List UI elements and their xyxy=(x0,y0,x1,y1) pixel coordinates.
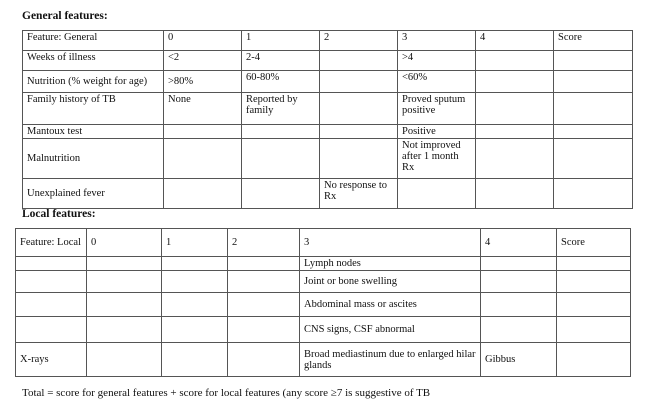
general-row xyxy=(23,125,633,139)
general-cell xyxy=(242,139,320,179)
local-cell xyxy=(162,317,228,343)
general-header-cell: Feature: General xyxy=(23,31,164,51)
general-cell xyxy=(476,51,554,71)
local-cell xyxy=(557,257,631,271)
general-row xyxy=(23,71,633,93)
general-features-table xyxy=(22,30,633,209)
general-cell: Mantoux test xyxy=(23,125,164,139)
local-row xyxy=(16,257,631,271)
local-cell xyxy=(557,317,631,343)
local-header-cell: Feature: Local xyxy=(16,229,87,257)
local-cell xyxy=(228,293,300,317)
local-features-table xyxy=(15,228,631,377)
general-header-cell: 2 xyxy=(320,31,398,51)
general-cell: Family history of TB xyxy=(23,93,164,125)
local-cell xyxy=(16,257,87,271)
general-row xyxy=(23,139,633,179)
general-cell xyxy=(554,51,633,71)
general-header-cell: 1 xyxy=(242,31,320,51)
local-cell xyxy=(87,257,162,271)
general-cell xyxy=(476,125,554,139)
local-cell xyxy=(557,343,631,377)
general-cell xyxy=(164,125,242,139)
local-header-cell: 2 xyxy=(228,229,300,257)
local-header-cell: 4 xyxy=(481,229,557,257)
general-cell: Reported by family xyxy=(242,93,320,125)
general-cell: No response to Rx xyxy=(320,179,398,209)
local-header-cell: 1 xyxy=(162,229,228,257)
local-cell: Gibbus xyxy=(481,343,557,377)
general-cell: Nutrition (% weight for age) xyxy=(23,71,164,93)
local-cell xyxy=(228,257,300,271)
general-cell xyxy=(164,139,242,179)
local-cell xyxy=(162,257,228,271)
general-row xyxy=(23,93,633,125)
local-cell xyxy=(87,317,162,343)
local-cell xyxy=(16,293,87,317)
local-cell xyxy=(481,257,557,271)
general-cell: Proved sputum positive xyxy=(398,93,476,125)
local-cell: Joint or bone swelling xyxy=(300,271,481,293)
general-cell: Unexplained fever xyxy=(23,179,164,209)
general-cell xyxy=(554,93,633,125)
general-cell xyxy=(476,93,554,125)
general-cell xyxy=(554,125,633,139)
local-cell xyxy=(481,271,557,293)
local-header-row xyxy=(16,229,631,257)
general-cell xyxy=(242,179,320,209)
general-cell: None xyxy=(164,93,242,125)
local-cell xyxy=(481,317,557,343)
general-cell: 2-4 xyxy=(242,51,320,71)
general-cell xyxy=(554,139,633,179)
local-cell xyxy=(162,271,228,293)
general-cell: <60% xyxy=(398,71,476,93)
general-cell xyxy=(320,71,398,93)
general-cell: >80% xyxy=(164,71,242,93)
local-header-cell: 0 xyxy=(87,229,162,257)
general-cell xyxy=(164,179,242,209)
general-cell xyxy=(320,51,398,71)
general-header-cell: 0 xyxy=(164,31,242,51)
local-row xyxy=(16,343,631,377)
general-cell xyxy=(320,93,398,125)
general-header-cell: Score xyxy=(554,31,633,51)
local-cell: CNS signs, CSF abnormal xyxy=(300,317,481,343)
general-header-cell: 4 xyxy=(476,31,554,51)
local-cell: Broad mediastinum due to enlarged hilar glands xyxy=(300,343,481,377)
general-cell xyxy=(476,139,554,179)
local-cell xyxy=(228,343,300,377)
local-cell xyxy=(162,343,228,377)
general-cell: Malnutrition xyxy=(23,139,164,179)
local-cell: Abdominal mass or ascites xyxy=(300,293,481,317)
local-cell xyxy=(557,293,631,317)
local-row xyxy=(16,317,631,343)
general-cell xyxy=(476,179,554,209)
local-cell xyxy=(228,317,300,343)
local-features-heading: Local features: xyxy=(22,208,96,220)
general-cell xyxy=(320,125,398,139)
general-cell: >4 xyxy=(398,51,476,71)
general-row xyxy=(23,51,633,71)
scoring-footnote: Total = score for general features + score for local features (any score ≥7 is suggestive of TB xyxy=(22,387,431,399)
general-cell xyxy=(398,179,476,209)
general-cell: <2 xyxy=(164,51,242,71)
local-cell xyxy=(481,293,557,317)
local-cell xyxy=(162,293,228,317)
general-cell: Weeks of illness xyxy=(23,51,164,71)
general-cell: Positive xyxy=(398,125,476,139)
general-cell: Not improved after 1 month Rx xyxy=(398,139,476,179)
local-header-cell: 3 xyxy=(300,229,481,257)
general-cell xyxy=(476,71,554,93)
general-row xyxy=(23,179,633,209)
general-features-heading: General features: xyxy=(22,10,108,22)
local-row xyxy=(16,293,631,317)
general-cell: 60-80% xyxy=(242,71,320,93)
local-cell xyxy=(16,271,87,293)
local-cell xyxy=(16,317,87,343)
local-cell: Lymph nodes xyxy=(300,257,481,271)
local-cell: X-rays xyxy=(16,343,87,377)
local-cell xyxy=(557,271,631,293)
local-header-cell: Score xyxy=(557,229,631,257)
general-cell xyxy=(554,179,633,209)
general-cell xyxy=(320,139,398,179)
local-cell xyxy=(87,271,162,293)
general-header-cell: 3 xyxy=(398,31,476,51)
local-cell xyxy=(87,343,162,377)
general-cell xyxy=(242,125,320,139)
general-header-row xyxy=(23,31,633,51)
general-cell xyxy=(554,71,633,93)
local-row xyxy=(16,271,631,293)
local-cell xyxy=(87,293,162,317)
local-cell xyxy=(228,271,300,293)
